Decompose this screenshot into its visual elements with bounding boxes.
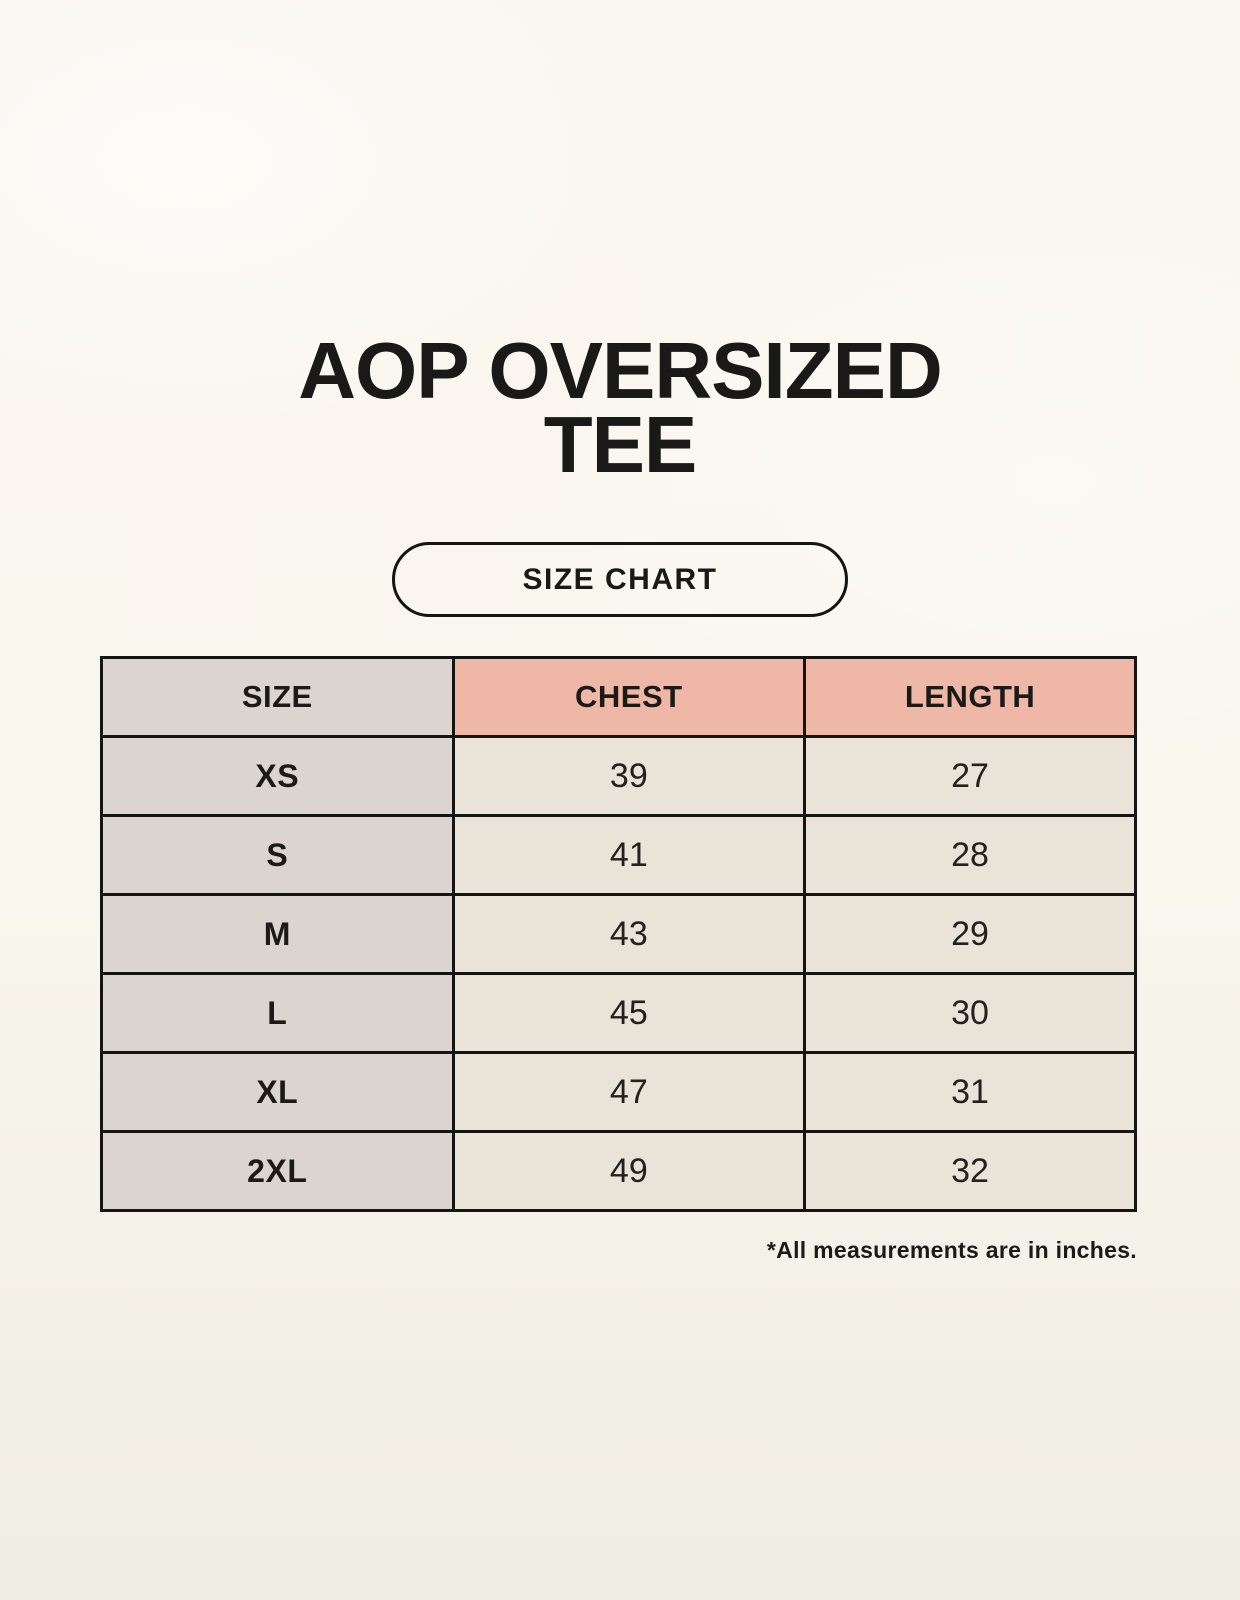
table-row: [102, 737, 1136, 816]
chest-cell: 47: [453, 1053, 805, 1132]
table-row: [102, 895, 1136, 974]
table-row: [102, 1053, 1136, 1132]
length-cell: 31: [805, 1053, 1136, 1132]
chest-cell: 43: [453, 895, 805, 974]
column-header-size: SIZE: [102, 658, 454, 737]
table-row: [102, 974, 1136, 1053]
length-cell: 30: [805, 974, 1136, 1053]
length-cell: 27: [805, 737, 1136, 816]
chest-cell: 41: [453, 816, 805, 895]
chest-cell: 45: [453, 974, 805, 1053]
length-cell: 28: [805, 816, 1136, 895]
size-chart-table: [100, 656, 1137, 1212]
length-cell: 29: [805, 895, 1136, 974]
size-cell: S: [102, 816, 454, 895]
chest-cell: 39: [453, 737, 805, 816]
page-title-line-1: AOP OVERSIZED: [298, 326, 942, 415]
size-cell: XL: [102, 1053, 454, 1132]
column-header-length: LENGTH: [805, 658, 1136, 737]
size-cell: L: [102, 974, 454, 1053]
chest-cell: 49: [453, 1132, 805, 1211]
table-header-row: [102, 658, 1136, 737]
column-header-chest: CHEST: [453, 658, 805, 737]
page-title-line-2: TEE: [543, 400, 697, 489]
size-cell: M: [102, 895, 454, 974]
size-cell: XS: [102, 737, 454, 816]
page-title: [0, 326, 1240, 489]
table-row: [102, 1132, 1136, 1211]
size-cell: 2XL: [102, 1132, 454, 1211]
measurements-footnote: *All measurements are in inches.: [766, 1237, 1137, 1263]
table-row: [102, 816, 1136, 895]
length-cell: 32: [805, 1132, 1136, 1211]
size-chart-button[interactable]: SIZE CHART: [392, 542, 848, 617]
